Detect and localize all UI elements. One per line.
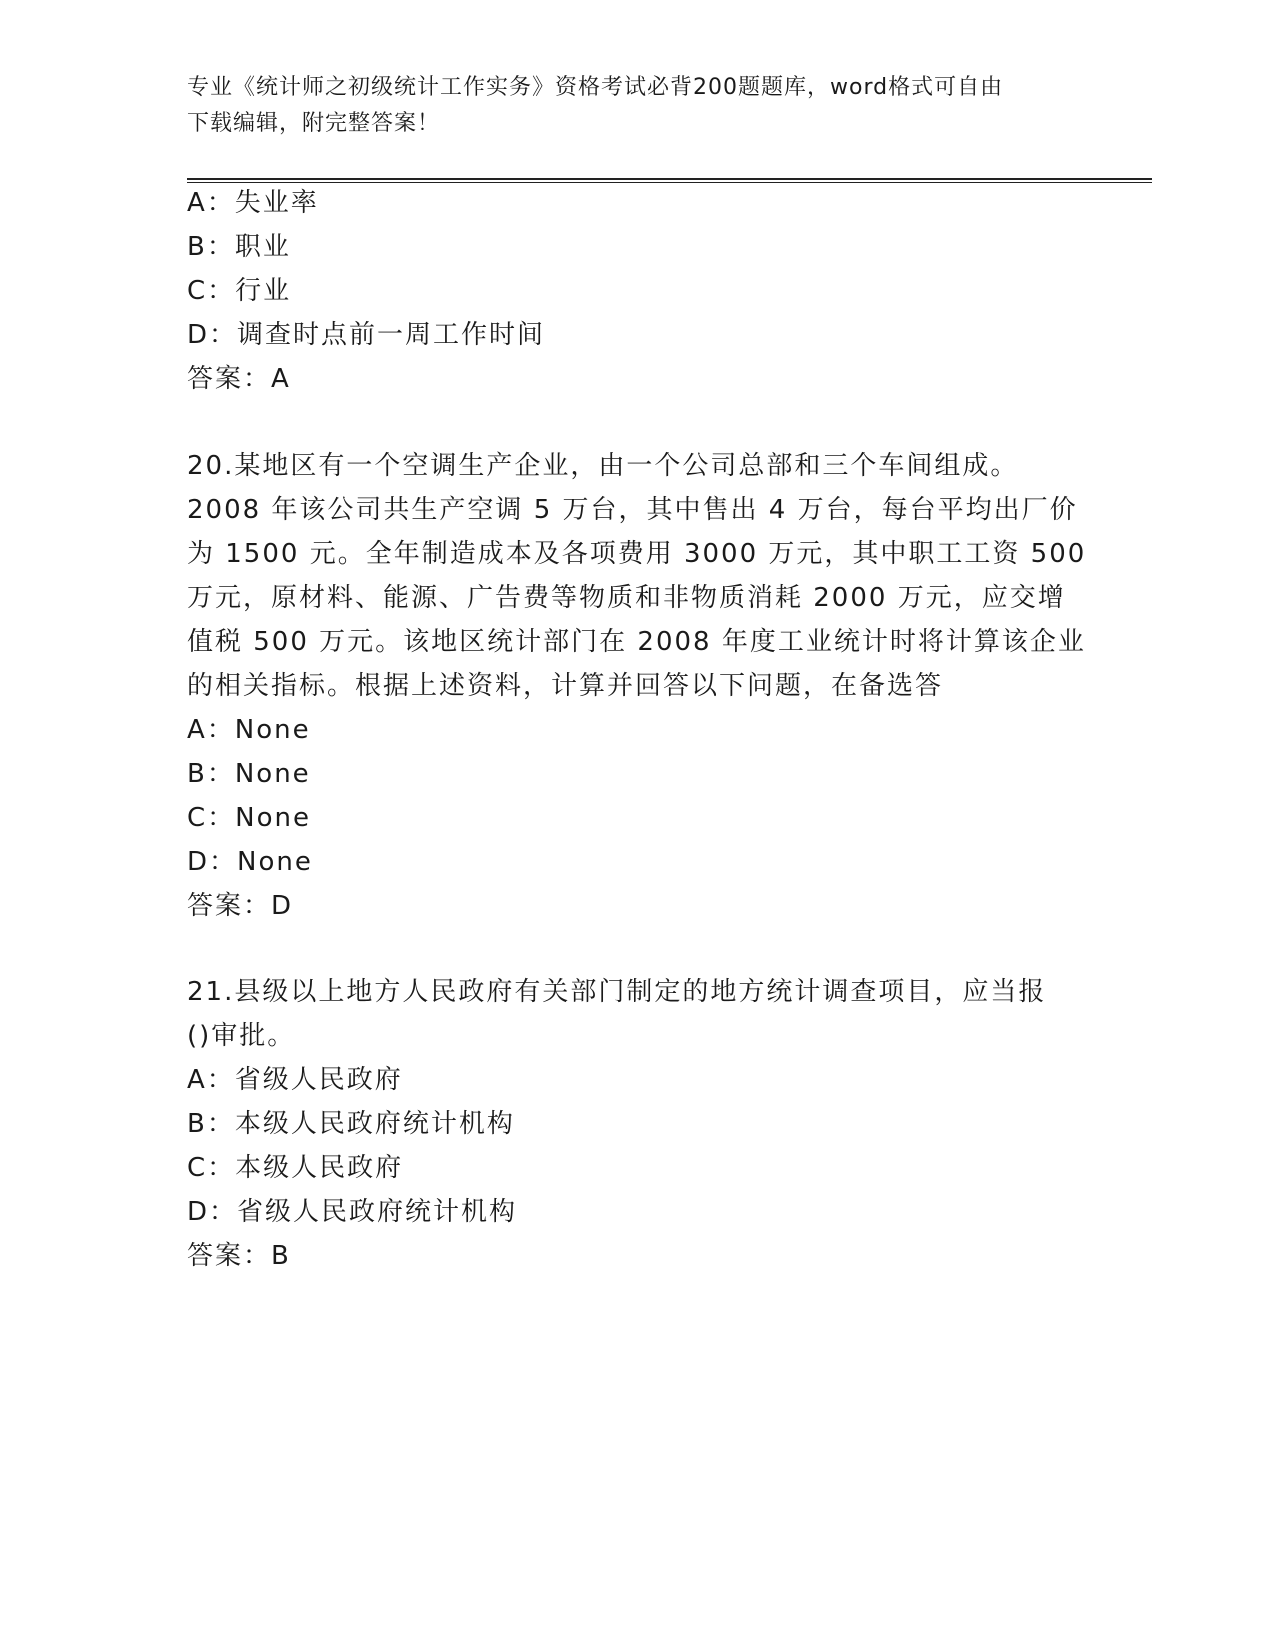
q20-text-line: 20.某地区有一个空调生产企业，由一个公司总部和三个车间组成。 <box>187 451 1019 481</box>
header-divider-thick <box>187 178 1152 180</box>
q21-option-c <box>187 1145 403 1191</box>
option-key: A： <box>187 188 235 218</box>
q21-text-line: ()审批。 <box>187 1021 296 1051</box>
option-text: None <box>237 847 313 877</box>
q20-text-line: 值税 500 万元。该地区统计部门在 2008 年度工业统计时将计算该企业 <box>187 627 1086 657</box>
option-key: B： <box>187 759 235 789</box>
q19-answer: 答案：A <box>187 364 291 394</box>
q20-text-line: 2008 年该公司共生产空调 5 万台，其中售出 4 万台，每台平均出厂价 <box>187 495 1078 525</box>
option-key: D： <box>187 320 238 350</box>
option-text: 本级人民政府 <box>235 1153 404 1183</box>
header-line-2: 下载编辑，附完整答案！ <box>187 111 441 136</box>
option-key: D： <box>187 1197 238 1227</box>
header-divider-thin <box>187 182 1152 183</box>
q21-option-d <box>187 1189 517 1235</box>
q20-option-c <box>187 795 311 841</box>
header-line-1: 专业《统计师之初级统计工作实务》资格考试必背200题题库，word格式可自由 <box>187 75 1004 100</box>
q20-text-line: 万元，原材料、能源、广告费等物质和非物质消耗 2000 万元，应交增 <box>187 583 1066 613</box>
q20-option-d <box>187 839 313 885</box>
q20-option-a <box>187 707 311 753</box>
option-key: D： <box>187 847 238 877</box>
option-text: None <box>234 715 311 745</box>
page-header <box>187 70 1087 142</box>
q21-text-line: 21.县级以上地方人民政府有关部门制定的地方统计调查项目，应当报 <box>187 977 1047 1007</box>
option-key: A： <box>187 1065 235 1095</box>
q19-option-a <box>187 180 319 226</box>
q20-answer: 答案：D <box>187 891 294 921</box>
q21-answer: 答案：B <box>187 1241 291 1271</box>
option-text: 调查时点前一周工作时间 <box>237 320 546 350</box>
option-key: C： <box>187 803 236 833</box>
option-text: None <box>235 803 311 833</box>
q19-option-c <box>187 268 291 314</box>
q21-option-a <box>187 1057 403 1103</box>
option-text: 职业 <box>234 232 291 262</box>
option-text: 本级人民政府统计机构 <box>234 1109 515 1139</box>
q19-option-b <box>187 224 291 270</box>
q20-text-line: 的相关指标。根据上述资料，计算并回答以下问题，在备选答 <box>187 671 944 701</box>
q20-option-b <box>187 751 311 797</box>
option-text: None <box>234 759 311 789</box>
option-text: 失业率 <box>234 188 319 218</box>
option-text: 省级人民政府统计机构 <box>237 1197 518 1227</box>
option-text: 行业 <box>235 276 292 306</box>
q21-option-b <box>187 1101 515 1147</box>
option-key: A： <box>187 715 235 745</box>
option-key: B： <box>187 1109 235 1139</box>
option-text: 省级人民政府 <box>234 1065 403 1095</box>
option-key: C： <box>187 276 236 306</box>
q20-text-line: 为 1500 元。全年制造成本及各项费用 3000 万元，其中职工工资 500 <box>187 539 1087 569</box>
option-key: C： <box>187 1153 236 1183</box>
option-key: B： <box>187 232 235 262</box>
q19-option-d <box>187 312 545 358</box>
